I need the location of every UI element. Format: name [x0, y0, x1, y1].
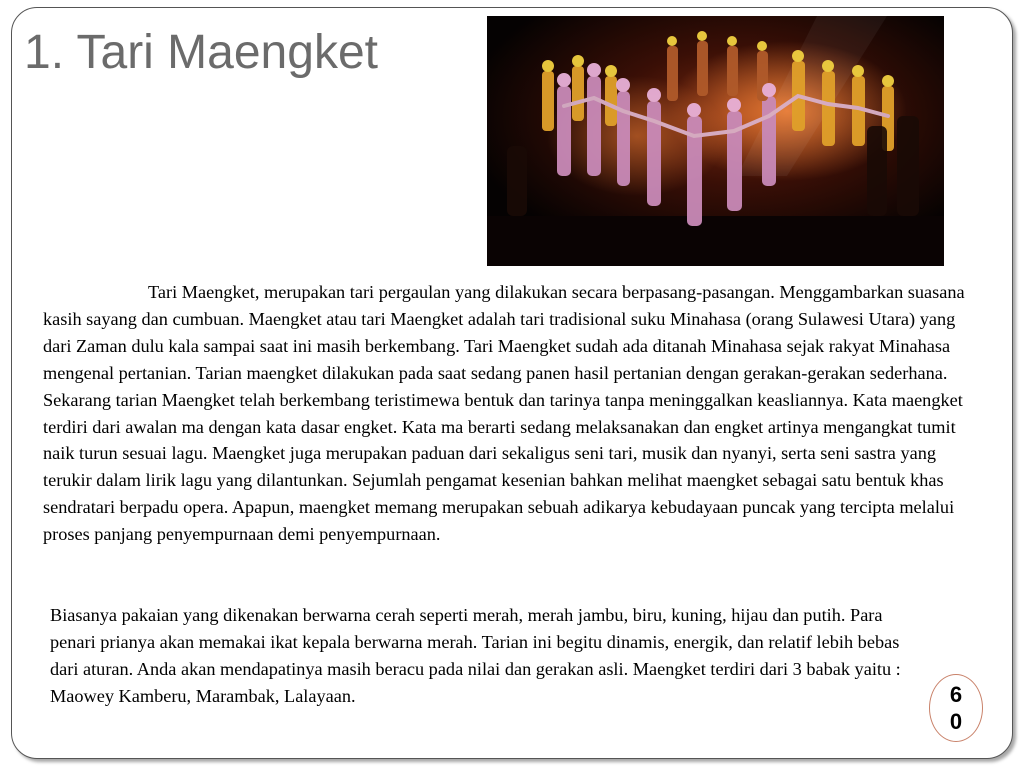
maengket-dance-photo [487, 16, 944, 266]
page-number-badge [929, 674, 983, 742]
page-number: 60 [949, 682, 963, 734]
slide-title: 1. Tari Maengket [24, 26, 378, 79]
intro-paragraph: Tari Maengket, merupakan tari pergaulan yang dilakukan secara berpasang-pasangan. Menggambarkan suasana kasih sayang dan cumbuan. Maengket atau tari Maengket adalah tari tradisional suku Minahasa (orang Sulawesi Utara) yang dari Zaman dulu kala sampai saat ini masih berkembang. Tari Maengket sudah ada ditanah Minahasa sejak rakyat Minahasa mengenal pertanian. Tarian maengket dilakukan pada saat sedang panen hasil pertanian dengan gerakan-gerakan sederhana. Sekarang tarian Maengket telah berkembang teristimewa bentuk dan tarinya tanpa meninggalkan keasliannya. Kata maengket terdiri dari awalan ma dengan kata dasar engket. Kata ma berarti sedang melaksanakan dan engket artinya mengangkat tumit naik turun sesuai lagu. Maengket juga merupakan paduan dari sekaligus seni tari, musik dan nyanyi, serta seni sastra yang terukir dalam lirik lagu yang dilantunkan. Sejumlah pengamat kesenian bahkan melihat maengket sebagai satu bentuk khas sendratari berpadu opera. Apapun, maengket memang merupakan sebuah adikarya kebudayaan puncak yang tercipta melalui proses panjang penyempurnaan demi penyempurnaan. [43, 282, 965, 545]
costume-paragraph: Biasanya pakaian yang dikenakan berwarna cerah seperti merah, merah jambu, biru, kuning, hijau dan putih. Para penari prianya akan memakai ikat kepala berwarna merah. Tarian ini begitu dinamis, energik, dan relatif lebih bebas dari aturan. Anda akan mendapatinya masih beracu pada nilai dan gerakan asli. Maengket terdiri dari 3 babak yaitu : Maowey Kamberu, Marambak, Lalayaan. [50, 605, 901, 706]
